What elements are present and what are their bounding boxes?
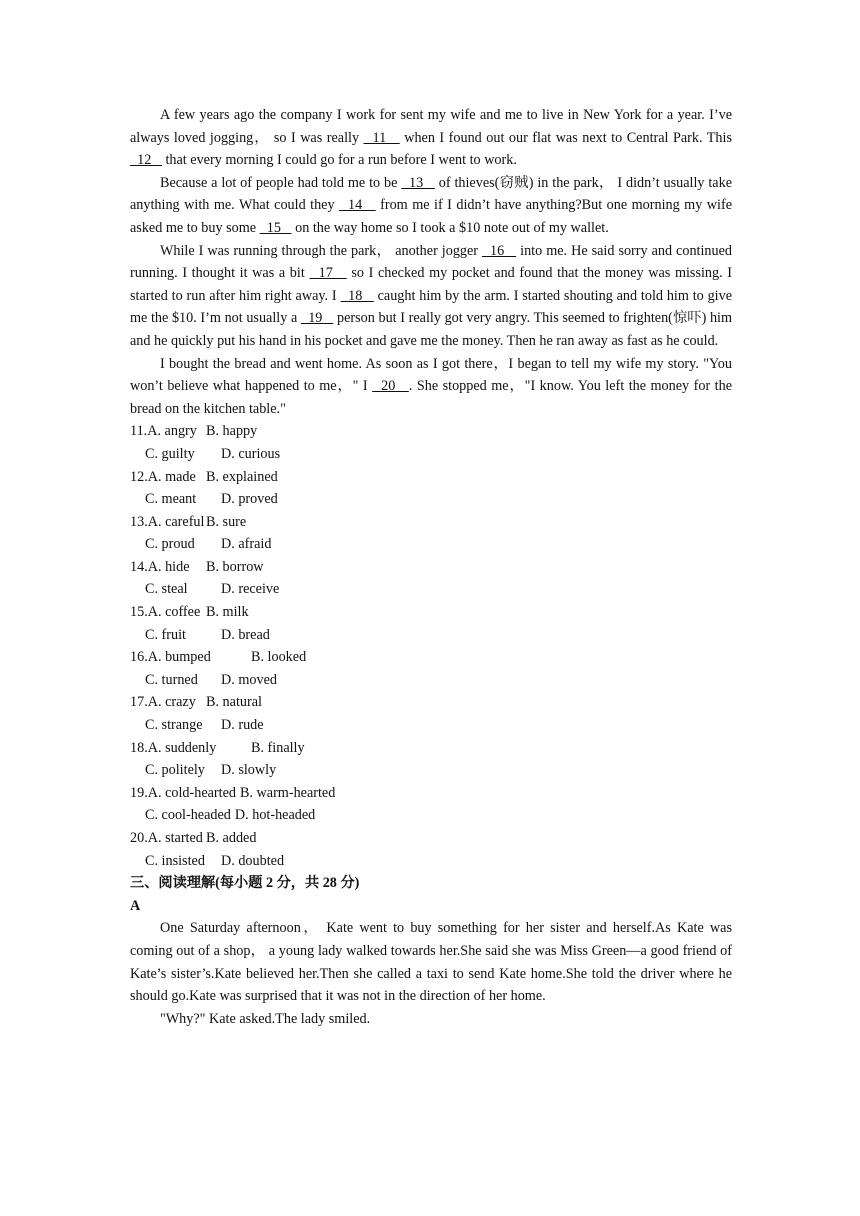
option-a: 17.A. crazy [130,694,196,711]
option-d: D. proved [221,491,278,508]
option-b: B. sure [206,513,247,530]
passage-text: While I was running through the park， another jogger [160,242,483,259]
option-a: 20.A. started [130,830,203,846]
option-d: D. afraid [221,536,272,553]
question-12-options [130,466,732,511]
option-c: C. steal [145,581,188,598]
blank-15: 15 [259,219,292,236]
option-a: 11.A. angry [130,423,197,440]
option-d: D. rude [221,717,264,734]
question-13-options [130,511,732,556]
cloze-paragraph [130,172,732,240]
cloze-paragraph [130,240,732,353]
option-a: 12.A. made [130,468,196,485]
document-content [130,104,732,1030]
passage-text: A few years ago the company I work for sent my wife and me to live in New York for a year. I’ve always loved jogging， so I was really [130,107,732,146]
option-a: 18.A. suddenly [130,739,217,756]
option-c: C. fruit [145,626,186,643]
option-b: B. borrow [206,558,264,575]
option-b: B. natural [206,694,262,711]
question-16-options [130,646,732,691]
question-20-options [130,827,732,872]
option-c: C. strange [145,717,203,734]
question-18-options [130,737,732,782]
question-11-options [130,420,732,465]
option-d: D. doubted [221,852,285,869]
cloze-paragraph [130,353,732,421]
cloze-passage [130,104,732,420]
option-c: C. insisted [145,852,205,869]
passage-text: so I checked my pocket and found that the money was missing. I started to run after him right away. I [130,265,733,304]
question-17-options [130,691,732,736]
passage-letter: A [130,897,141,914]
option-b: B. added [206,830,257,846]
passage-text: on the way home so I took a $10 note out of my wallet. [291,219,609,236]
passage-text: of thieves(窃贼) in the park， I didn’t usually take anything with me. What could they [130,174,732,214]
option-b: B. warm-hearted [239,784,336,801]
passage-text: into me. He said sorry and continued running. I thought it was a bit [130,242,733,282]
option-d: D. slowly [221,762,277,779]
option-a: 19.A. cold-hearted [130,784,236,801]
blank-16: 16 [482,242,517,259]
blank-12: 12 [130,152,162,169]
blank-20: 20 [372,378,409,395]
option-b: B. milk [206,604,249,621]
option-d: D. hot-headed [234,807,316,824]
passage-text: Because a lot of people had told me to be [160,174,402,191]
blank-17: 17 [309,265,347,282]
reading-paragraph: One Saturday afternoon， Kate went to buy something for her sister and herself.As Kate was coming out of a shop， a young lady walked towards her.She said she was Miss Green—a good friend of Kate’s sister’s.Kate believed her.Then she called a taxi to send Kate home.She told the driver where he should go.Kate was surprised that it was not in the direction of her home. [130,920,732,1005]
passage-text: that every morning I could go for a run before I went to work. [161,152,517,169]
option-b: B. looked [251,649,307,666]
reading-section [130,872,732,1030]
option-c: C. politely [145,762,205,779]
question-14-options [130,556,732,601]
option-c: C. proud [145,536,195,553]
question-15-options [130,601,732,646]
option-c: C. cool-headed [145,807,231,824]
option-c: C. guilty [145,445,195,462]
blank-13: 13 [401,174,435,191]
option-d: D. moved [221,671,277,688]
passage-text: when I found out our flat was next to Central Park. This [399,129,732,146]
question-19-options [130,782,732,827]
option-d: D. receive [221,581,280,598]
cloze-paragraph [130,104,732,172]
passage-text: person but I really got very angry. This seemed to frighten(惊吓) him and he quickly put his hand in his pocket and gave me the money. Then he ran away as fast as he could. [130,310,733,349]
option-b: B. explained [206,468,278,485]
option-a: 13.A. careful [130,513,205,530]
options-list [130,420,732,872]
option-a: 16.A. bumped [130,649,211,666]
passage-text: I bought the bread and went home. As soon as I got there，I began to tell my wife my story. "You won’t believe what happened to me，" I [130,355,732,395]
option-b: B. happy [206,423,258,440]
section-title: 三、阅读理解(每小题 2 分，共 28 分) [130,875,360,892]
blank-11: 11 [363,129,400,146]
passage-text: . She stopped me，"I know. You left the money for the bread on the kitchen table." [130,378,732,417]
option-c: C. meant [145,491,197,508]
blank-14: 14 [339,197,376,214]
option-b: B. finally [251,739,305,756]
reading-paragraph: "Why?" Kate asked.The lady smiled. [160,1010,371,1027]
passage-text: from me if I didn’t have anything?But one morning my wife asked me to buy some [130,197,733,236]
option-d: D. bread [221,626,270,643]
option-c: C. turned [145,671,198,688]
option-a: 14.A. hide [130,558,190,575]
blank-18: 18 [340,287,374,304]
option-a: 15.A. coffee [130,604,201,621]
passage-text: caught him by the arm. I started shouting and told him to give me the $10. I’m not usually a [130,287,733,327]
blank-19: 19 [300,310,334,327]
option-d: D. curious [221,445,281,462]
